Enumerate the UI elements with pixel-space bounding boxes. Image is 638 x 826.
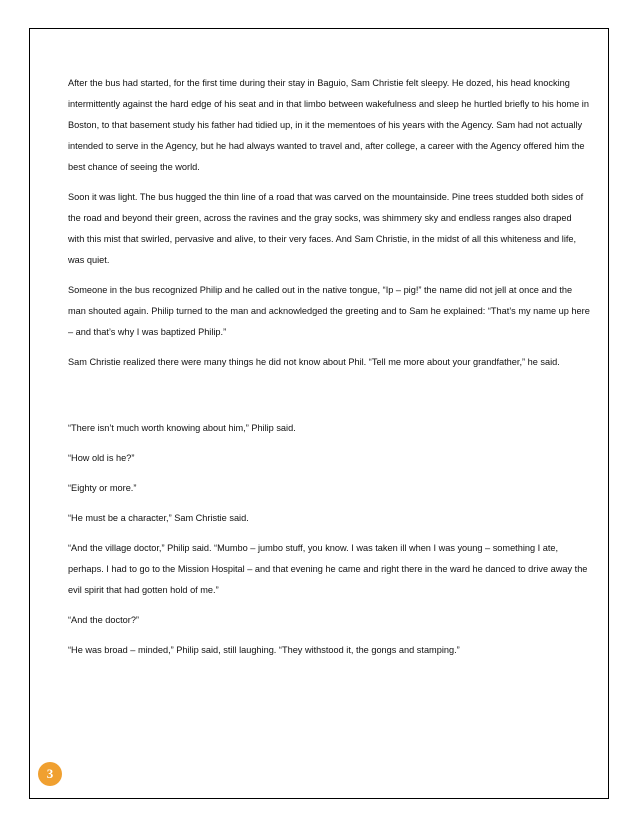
paragraph: “And the village doctor,” Philip said. “Mumbo – jumbo stuff, you know. I was taken ill when I was young – something I ate, perhaps. I had to go to the Mission Hospital – and that evening he came and right there in the ward he danced to drive away the evil spirit that had gotten hold of me.” [68, 543, 588, 595]
paragraph: “He was broad – minded,” Philip said, still laughing. “They withstood it, the gongs and stamping.” [68, 645, 460, 655]
paragraph: “And the doctor?” [68, 615, 139, 625]
paragraph: After the bus had started, for the first time during their stay in Baguio, Sam Christie felt sleepy. He dozed, his head knocking intermittently against the hard edge of his seat and in that limbo between wakefulness and sleep he hurtled briefly to his home in Boston, to that basement study his father had tidied up, in it the mementoes of his years with the Agency. Sam had not actually intended to serve in the Agency, but he had always wanted to travel and, after college, a career with the Agency offered him the best chance of seeing the world. [68, 78, 589, 172]
paragraph: “Eighty or more.” [68, 483, 137, 493]
paragraph: Sam Christie realized there were many things he did not know about Phil. “Tell me more about your grandfather,” he said. [68, 357, 560, 367]
document-body [68, 73, 590, 670]
paragraph: “There isn’t much worth knowing about him,” Philip said. [68, 423, 296, 433]
paragraph: “How old is he?” [68, 453, 135, 463]
page-frame [29, 28, 609, 799]
paragraph: Someone in the bus recognized Philip and he called out in the native tongue, “Ip – pig!” the name did not jell at once and the man shouted again. Philip turned to the man and acknowledged the greeting and to Sam he explained: “That’s my name up here – and that’s why I was baptized Philip.” [68, 285, 590, 337]
page-number-badge: 3 [38, 762, 62, 786]
paragraph: “He must be a character,” Sam Christie said. [68, 513, 249, 523]
paragraph: Soon it was light. The bus hugged the thin line of a road that was carved on the mountainside. Pine trees studded both sides of the road and beyond their green, across the ravines and the gray socks, was shimmery sky and endless ranges also draped with this mist that swirled, pervasive and alive, to their very faces. And Sam Christie, in the midst of all this whiteness and life, was quiet. [68, 192, 584, 265]
